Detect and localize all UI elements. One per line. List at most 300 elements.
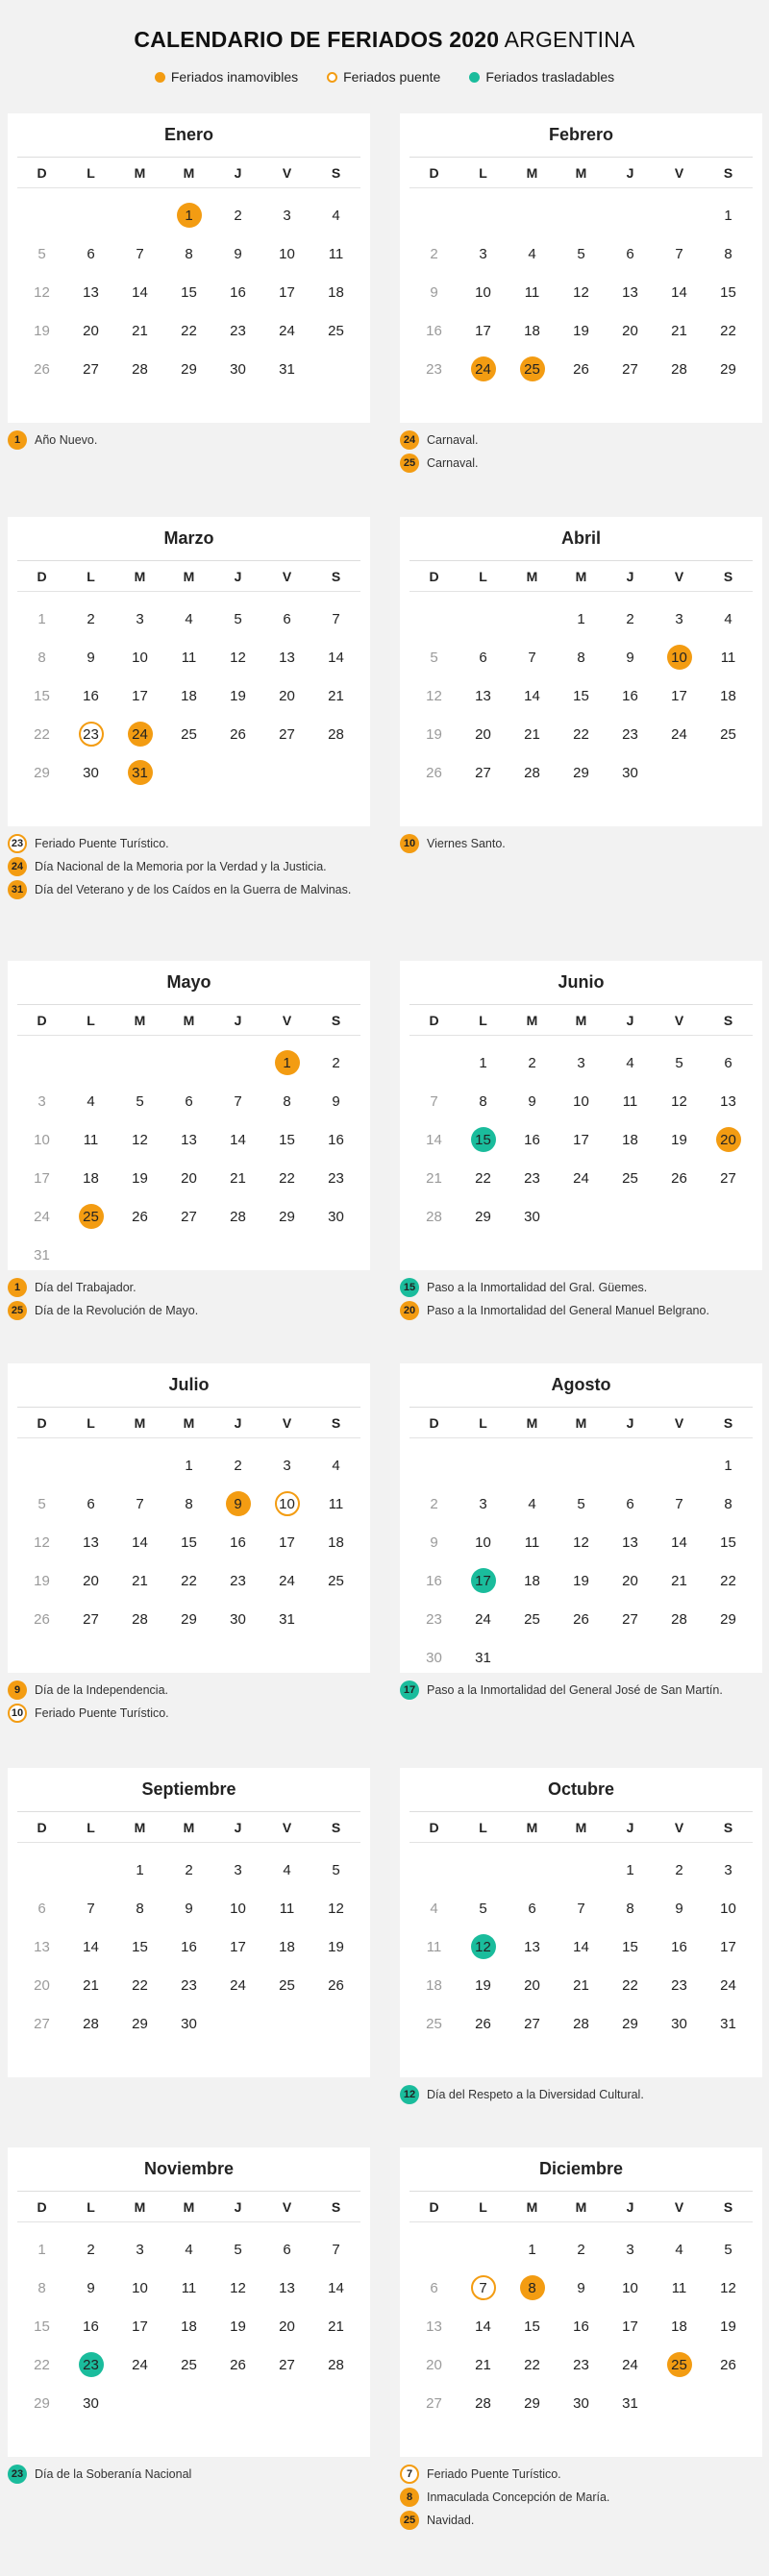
day-number: 3	[283, 1457, 291, 1474]
day-cell	[606, 311, 655, 350]
day-number: 10	[230, 1900, 246, 1917]
day-number: 27	[279, 2356, 295, 2373]
day-cell	[557, 2004, 606, 2043]
weekday-label: J	[626, 2198, 634, 2215]
day-cell	[409, 753, 459, 792]
day-cell	[262, 1159, 311, 1197]
day-cell	[311, 1889, 360, 1927]
day-number: 11	[328, 245, 344, 262]
day-cell	[311, 2345, 360, 2384]
day-cell	[213, 600, 262, 638]
day-number: 2	[234, 207, 242, 224]
day-cell	[17, 1927, 66, 1966]
day-cell	[409, 234, 459, 273]
weekday-label: S	[331, 1012, 341, 1028]
day-number: 18	[181, 687, 197, 704]
day-number: 4	[87, 1092, 95, 1110]
holiday-badge-icon: 25	[400, 2511, 419, 2530]
day-number: 30	[181, 2015, 197, 2032]
day-cell	[606, 753, 655, 792]
weekday-label: S	[331, 1414, 341, 1431]
day-number: 10	[720, 1900, 736, 1917]
empty-day-cell	[409, 600, 459, 638]
day-number: 14	[475, 2318, 491, 2335]
day-cell	[508, 1966, 557, 2004]
weekday-label: V	[282, 2198, 292, 2215]
day-grid	[409, 1446, 753, 1677]
day-cell	[704, 2230, 753, 2269]
day-number: 19	[573, 322, 589, 339]
day-number: 24	[279, 1572, 295, 1589]
day-cell	[655, 2230, 704, 2269]
month-title: Febrero	[409, 113, 753, 158]
day-cell	[557, 1120, 606, 1159]
holiday-note	[400, 432, 762, 450]
month-title: Mayo	[17, 961, 360, 1005]
day-grid	[17, 196, 360, 388]
day-cell	[262, 1927, 311, 1966]
day-number: 14	[132, 283, 148, 301]
day-grid	[409, 600, 753, 792]
day-cell	[17, 2384, 66, 2422]
day-number: 26	[573, 360, 589, 378]
day-number: 1	[577, 610, 585, 627]
day-cell	[262, 1043, 311, 1082]
day-cell	[459, 350, 508, 388]
day-number: 11	[279, 1900, 295, 1917]
day-cell	[508, 1120, 557, 1159]
day-number: 11	[426, 1938, 442, 1955]
day-number: 29	[279, 1208, 295, 1225]
day-cell	[557, 234, 606, 273]
month-title: Noviembre	[17, 2147, 360, 2192]
day-cell	[262, 1523, 311, 1561]
day-cell	[508, 1082, 557, 1120]
day-number: 5	[479, 1900, 487, 1917]
day-number: 21	[328, 2318, 344, 2335]
day-number: 6	[479, 649, 487, 666]
day-cell	[311, 1523, 360, 1561]
weekday-label: S	[723, 1819, 733, 1835]
day-number: 25	[328, 1572, 344, 1589]
day-cell	[262, 1446, 311, 1484]
day-number: 20	[524, 1976, 540, 1994]
day-cell	[311, 1159, 360, 1197]
day-number: 12	[34, 283, 50, 301]
empty-day-cell	[164, 1043, 213, 1082]
weekday-header	[17, 1812, 360, 1843]
holiday-notes	[400, 1280, 762, 1320]
weekday-label: S	[723, 164, 733, 181]
day-number: 22	[720, 1572, 736, 1589]
empty-day-cell	[115, 1043, 164, 1082]
day-number: 29	[132, 2015, 148, 2032]
day-number: 23	[524, 1169, 540, 1187]
day-cell	[557, 2269, 606, 2307]
day-cell	[164, 1484, 213, 1523]
day-number: 13	[83, 1533, 99, 1551]
day-cell	[459, 1966, 508, 2004]
day-cell	[164, 350, 213, 388]
day-cell	[704, 311, 753, 350]
day-cell	[557, 2345, 606, 2384]
month-block-marzo	[8, 517, 370, 905]
day-number: 11	[720, 649, 736, 666]
day-cell	[557, 1600, 606, 1638]
day-cell	[213, 676, 262, 715]
weekday-label: V	[282, 568, 292, 584]
day-cell	[213, 1927, 262, 1966]
day-number: 8	[37, 2279, 46, 2296]
holiday-badge-icon: 17	[400, 1681, 419, 1700]
day-number: 4	[185, 2241, 193, 2258]
weekday-label: L	[479, 1012, 487, 1028]
weekday-label: M	[526, 2198, 538, 2215]
day-cell	[409, 1523, 459, 1561]
day-number: 29	[720, 360, 736, 378]
day-cell	[17, 1561, 66, 1600]
day-number: 13	[524, 1938, 540, 1955]
day-cell	[164, 2230, 213, 2269]
day-cell	[115, 1561, 164, 1600]
day-cell	[655, 1120, 704, 1159]
day-cell	[311, 1484, 360, 1523]
day-cell	[164, 600, 213, 638]
day-cell	[704, 196, 753, 234]
month-title: Septiembre	[17, 1768, 360, 1812]
day-number: 20	[83, 1572, 99, 1589]
day-cell	[17, 234, 66, 273]
day-cell	[17, 638, 66, 676]
day-number: 15	[573, 687, 589, 704]
day-cell	[459, 715, 508, 753]
day-number: 30	[622, 764, 638, 781]
holiday-notes	[400, 432, 762, 473]
day-number: 1	[37, 610, 46, 627]
day-cell	[606, 638, 655, 676]
day-cell	[655, 1082, 704, 1120]
day-number: 18	[671, 2318, 687, 2335]
day-number: 26	[230, 725, 246, 743]
day-cell	[606, 1561, 655, 1600]
day-number: 4	[332, 207, 340, 224]
day-cell	[164, 1082, 213, 1120]
empty-day-cell	[606, 1446, 655, 1484]
day-cell	[115, 1159, 164, 1197]
day-number: 9	[87, 2279, 95, 2296]
day-cell	[262, 600, 311, 638]
day-cell	[606, 2307, 655, 2345]
day-cell	[17, 1236, 66, 1274]
holiday-label: Día Nacional de la Memoria por la Verdad y la Justicia.	[35, 860, 327, 873]
holiday-notes	[8, 1682, 370, 1723]
day-cell	[606, 2384, 655, 2422]
day-number: 25	[279, 1976, 295, 1994]
day-cell	[459, 1600, 508, 1638]
day-cell	[213, 715, 262, 753]
weekday-label: M	[183, 1819, 195, 1835]
day-cell	[606, 350, 655, 388]
day-number: 2	[234, 1457, 242, 1474]
day-number: 9	[234, 245, 242, 262]
day-cell	[508, 273, 557, 311]
day-cell	[655, 1889, 704, 1927]
day-cell	[557, 1889, 606, 1927]
day-cell	[606, 1120, 655, 1159]
empty-day-cell	[409, 2230, 459, 2269]
day-number: 8	[479, 1092, 487, 1110]
day-number: 30	[83, 2394, 99, 2412]
day-cell	[115, 2269, 164, 2307]
holiday-badge-icon: 10	[400, 834, 419, 853]
day-number: 21	[328, 687, 344, 704]
month-title: Enero	[17, 113, 360, 158]
day-cell	[115, 715, 164, 753]
day-number: 13	[181, 1131, 197, 1148]
legend-item-fixed	[155, 69, 298, 85]
day-grid	[409, 2230, 753, 2422]
holiday-day-number: 10	[667, 645, 692, 670]
day-cell	[311, 311, 360, 350]
month-card	[8, 517, 370, 826]
weekday-label: M	[134, 568, 146, 584]
day-number: 14	[132, 1533, 148, 1551]
day-cell	[164, 196, 213, 234]
day-cell	[557, 676, 606, 715]
day-cell	[311, 1851, 360, 1889]
day-cell	[459, 753, 508, 792]
day-number: 26	[573, 1610, 589, 1628]
month-card	[8, 1363, 370, 1673]
day-number: 13	[720, 1092, 736, 1110]
day-number: 30	[230, 360, 246, 378]
day-number: 25	[426, 2015, 442, 2032]
day-number: 17	[622, 2318, 638, 2335]
day-number: 30	[328, 1208, 344, 1225]
day-number: 12	[671, 1092, 687, 1110]
day-cell	[459, 2307, 508, 2345]
day-number: 17	[132, 687, 148, 704]
day-cell	[17, 2269, 66, 2307]
day-cell	[262, 2345, 311, 2384]
day-cell	[557, 1561, 606, 1600]
day-number: 15	[34, 2318, 50, 2335]
holiday-note	[400, 2466, 762, 2484]
day-number: 20	[34, 1976, 50, 1994]
day-cell	[606, 676, 655, 715]
day-cell	[115, 1966, 164, 2004]
day-number: 26	[475, 2015, 491, 2032]
day-cell	[66, 234, 115, 273]
weekday-label: J	[234, 1414, 242, 1431]
day-cell	[213, 1851, 262, 1889]
day-cell	[508, 1043, 557, 1082]
weekday-label: L	[87, 1012, 95, 1028]
day-cell	[557, 2230, 606, 2269]
day-cell	[311, 2307, 360, 2345]
day-cell	[66, 2384, 115, 2422]
day-number: 23	[230, 322, 246, 339]
day-number: 14	[426, 1131, 442, 1148]
day-number: 25	[181, 2356, 197, 2373]
weekday-label: S	[331, 1819, 341, 1835]
day-number: 4	[675, 2241, 683, 2258]
empty-day-cell	[17, 1446, 66, 1484]
day-cell	[164, 1120, 213, 1159]
day-number: 9	[528, 1092, 536, 1110]
day-number: 19	[34, 322, 50, 339]
day-cell	[557, 273, 606, 311]
day-cell	[262, 1889, 311, 1927]
day-cell	[606, 1043, 655, 1082]
weekday-header	[17, 2192, 360, 2222]
day-number: 10	[475, 283, 491, 301]
day-cell	[213, 1966, 262, 2004]
day-cell	[164, 676, 213, 715]
day-number: 16	[524, 1131, 540, 1148]
weekday-label: D	[37, 164, 47, 181]
day-cell	[704, 2269, 753, 2307]
day-number: 13	[426, 2318, 442, 2335]
weekday-label: M	[526, 1012, 538, 1028]
day-cell	[508, 1600, 557, 1638]
day-cell	[606, 1927, 655, 1966]
day-cell	[164, 1523, 213, 1561]
day-cell	[262, 196, 311, 234]
weekday-label: D	[37, 1414, 47, 1431]
day-cell	[606, 2269, 655, 2307]
day-cell	[655, 311, 704, 350]
holiday-note	[8, 1705, 370, 1723]
day-number: 8	[136, 1900, 144, 1917]
day-cell	[459, 1638, 508, 1677]
empty-day-cell	[115, 196, 164, 234]
day-cell	[311, 1561, 360, 1600]
holiday-badge-icon: 10	[8, 1704, 27, 1723]
day-cell	[164, 1159, 213, 1197]
day-number: 10	[132, 649, 148, 666]
legend-label-movable: Feriados trasladables	[485, 69, 615, 85]
day-cell	[66, 638, 115, 676]
day-cell	[115, 2230, 164, 2269]
day-number: 2	[332, 1054, 340, 1071]
day-number: 19	[671, 1131, 687, 1148]
day-number: 9	[430, 283, 438, 301]
holiday-notes	[8, 432, 370, 450]
day-number: 28	[475, 2394, 491, 2412]
day-number: 16	[671, 1938, 687, 1955]
day-cell	[704, 1600, 753, 1638]
day-cell	[508, 1523, 557, 1561]
day-number: 7	[332, 2241, 340, 2258]
day-number: 7	[577, 1900, 585, 1917]
day-cell	[704, 350, 753, 388]
day-number: 5	[675, 1054, 683, 1071]
day-cell	[704, 1484, 753, 1523]
day-number: 28	[328, 725, 344, 743]
day-cell	[655, 234, 704, 273]
day-number: 16	[426, 322, 442, 339]
day-number: 19	[573, 1572, 589, 1589]
day-cell	[262, 2307, 311, 2345]
day-number: 15	[524, 2318, 540, 2335]
weekday-label: L	[479, 1414, 487, 1431]
day-cell	[459, 1043, 508, 1082]
day-number: 8	[283, 1092, 291, 1110]
holiday-label: Feriado Puente Turístico.	[35, 1706, 169, 1720]
bridge-holiday-ring-icon	[327, 72, 337, 83]
holiday-note	[400, 455, 762, 473]
month-block-septiembre	[8, 1768, 370, 2087]
day-number: 16	[230, 283, 246, 301]
day-number: 29	[181, 1610, 197, 1628]
holiday-label: Inmaculada Concepción de María.	[427, 2490, 610, 2504]
day-number: 11	[328, 1495, 344, 1512]
day-cell	[606, 2345, 655, 2384]
weekday-label: D	[429, 1819, 439, 1835]
day-cell	[311, 715, 360, 753]
holiday-badge-icon: 24	[8, 857, 27, 876]
weekday-label: V	[282, 1819, 292, 1835]
day-cell	[606, 1600, 655, 1638]
day-number: 16	[83, 687, 99, 704]
empty-day-cell	[66, 1446, 115, 1484]
day-cell	[409, 1600, 459, 1638]
month-block-noviembre	[8, 2147, 370, 2490]
day-cell	[311, 1966, 360, 2004]
day-cell	[459, 1889, 508, 1927]
day-cell	[164, 2345, 213, 2384]
day-cell	[213, 638, 262, 676]
day-cell	[704, 600, 753, 638]
day-number: 23	[671, 1976, 687, 1994]
day-number: 23	[230, 1572, 246, 1589]
day-number: 28	[230, 1208, 246, 1225]
holiday-badge-icon: 23	[8, 2465, 27, 2484]
empty-day-cell	[557, 196, 606, 234]
day-cell	[508, 1889, 557, 1927]
day-number: 27	[83, 360, 99, 378]
day-cell	[262, 350, 311, 388]
day-number: 26	[230, 2356, 246, 2373]
day-cell	[66, 1600, 115, 1638]
day-number: 22	[34, 725, 50, 743]
day-number: 7	[136, 1495, 144, 1512]
day-number: 13	[34, 1938, 50, 1955]
day-cell	[115, 1523, 164, 1561]
holiday-day-number: 25	[667, 2352, 692, 2377]
day-number: 1	[136, 1861, 144, 1878]
day-number: 3	[37, 1092, 46, 1110]
day-number: 1	[724, 207, 732, 224]
day-number: 16	[181, 1938, 197, 1955]
day-number: 16	[622, 687, 638, 704]
day-cell	[655, 1523, 704, 1561]
weekday-label: L	[87, 1819, 95, 1835]
day-number: 15	[720, 283, 736, 301]
day-number: 21	[132, 1572, 148, 1589]
day-number: 27	[34, 2015, 50, 2032]
day-number: 2	[675, 1861, 683, 1878]
day-cell	[164, 1561, 213, 1600]
day-number: 4	[528, 1495, 536, 1512]
day-cell	[508, 2384, 557, 2422]
holiday-notes	[400, 1682, 762, 1700]
weekday-label: M	[134, 1414, 146, 1431]
day-number: 3	[724, 1861, 732, 1878]
day-number: 18	[426, 1976, 442, 1994]
day-number: 1	[479, 1054, 487, 1071]
